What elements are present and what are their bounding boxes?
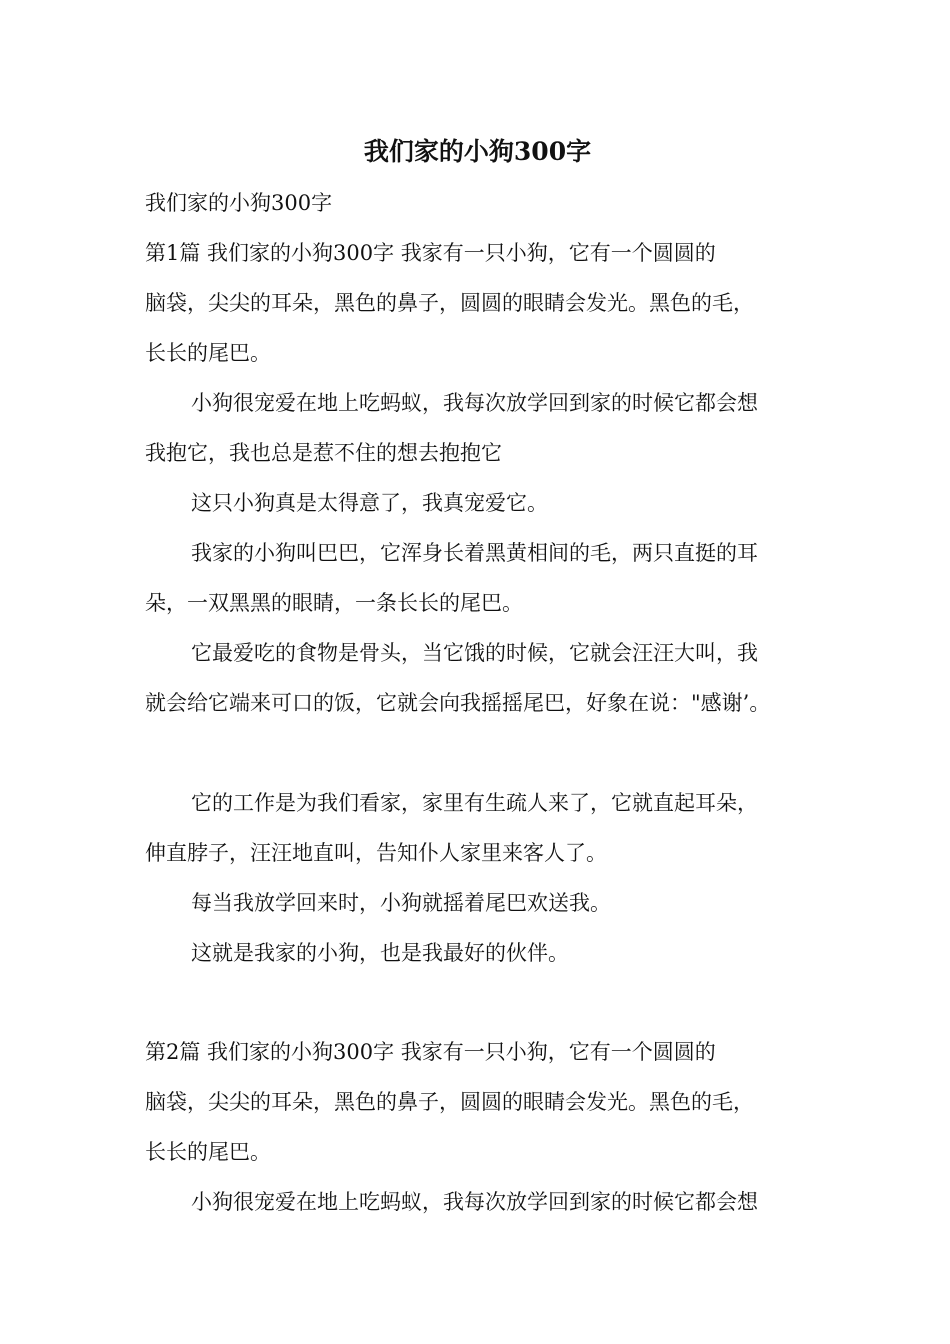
blank-line	[145, 978, 810, 1027]
text-line: 朵，一双黑黑的眼睛，一条长长的尾巴。	[145, 591, 523, 615]
text-line: 它的工作是为我们看家，家里有生疏人来了，它就直起耳朵，	[191, 791, 758, 815]
text-line: 它最爱吃的食物是骨头，当它饿的时候，它就会汪汪大叫，我	[191, 641, 758, 665]
text-line: 小狗很宠爱在地上吃蚂蚁，我每次放学回到家的时候它都会想	[191, 1190, 758, 1214]
text-line: 脑袋，尖尖的耳朵，黑色的鼻子，圆圆的眼睛会发光。黑色的毛，	[145, 1090, 754, 1114]
text-line: 伸直脖子，汪汪地直叫，告知仆人家里来客人了。	[145, 841, 607, 865]
subtitle-line: 我们家的小狗300字	[145, 191, 333, 215]
text-line: 就会给它端来可口的饭，它就会向我摇摇尾巴，好象在说："感谢’。	[145, 691, 771, 715]
text-line: 长长的尾巴。	[145, 341, 271, 365]
text-line: 这只小狗真是太得意了，我真宠爱它。	[191, 491, 548, 515]
text-line: 第2篇 我们家的小狗300字 我家有一只小狗，它有一个圆圆的	[145, 1040, 716, 1064]
text-line: 这就是我家的小狗，也是我最好的伙伴。	[191, 941, 569, 965]
text-line: 我抱它，我也总是惹不住的想去抱抱它	[145, 441, 502, 465]
text-line: 脑袋，尖尖的耳朵，黑色的鼻子，圆圆的眼睛会发光。黑色的毛，	[145, 291, 754, 315]
text-line: 小狗很宠爱在地上吃蚂蚁，我每次放学回到家的时候它都会想	[191, 391, 758, 415]
document-title: 我们家的小狗300字	[363, 137, 592, 166]
text-line: 长长的尾巴。	[145, 1140, 271, 1164]
text-line: 我家的小狗叫巴巴，它浑身长着黑黄相间的毛，两只直挺的耳	[191, 541, 758, 565]
text-line: 每当我放学回来时，小狗就摇着尾巴欢送我。	[191, 891, 611, 915]
blank-line	[145, 728, 810, 778]
text-line: 第1篇 我们家的小狗300字 我家有一只小狗，它有一个圆圆的	[145, 241, 716, 265]
